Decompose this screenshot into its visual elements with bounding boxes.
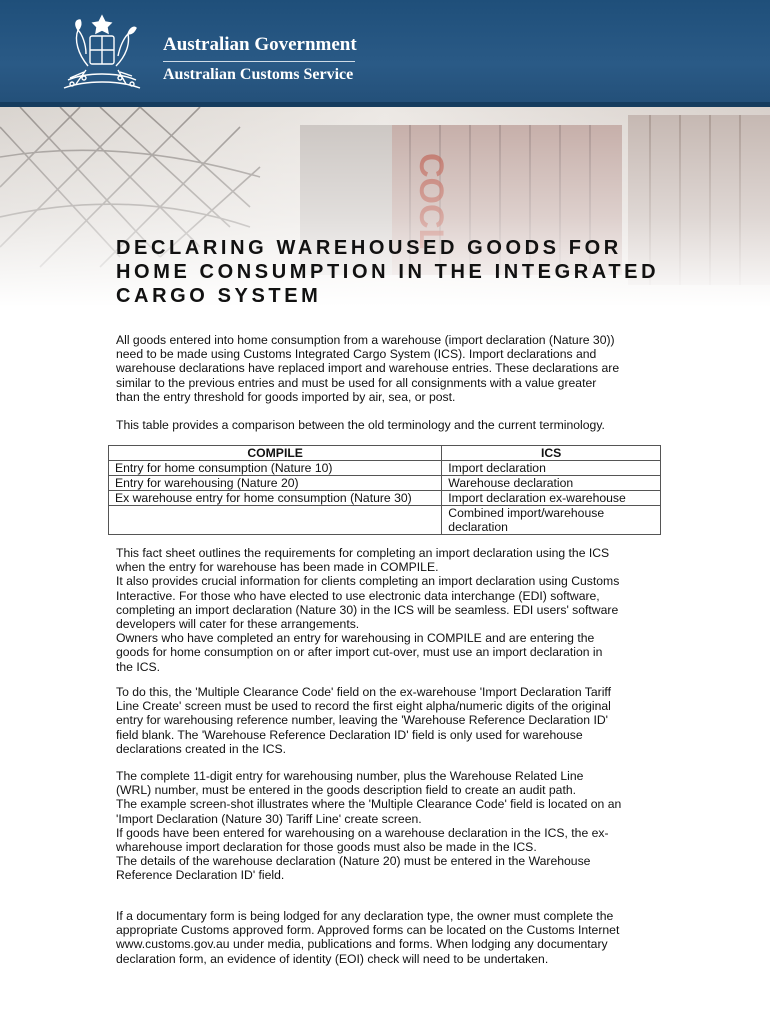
text-line: appropriate Customs approved form. Approved forms can be located on the Customs Internet [116, 923, 620, 938]
audit-path-paragraph [116, 769, 666, 883]
terminology-table [108, 445, 661, 535]
government-title: Australian Government [163, 34, 357, 55]
coat-of-arms-icon [56, 14, 148, 94]
table-row [109, 506, 661, 535]
column-header-ics: ICS [442, 446, 661, 461]
text-line: Reference Declaration ID' field. [116, 868, 285, 883]
text-line: declaration form, an evidence of identity (EOI) check will need to be undertaken. [116, 951, 549, 966]
column-header-compile: COMPILE [109, 446, 442, 461]
text-line: when the entry for warehouse has been made in COMPILE. [116, 560, 439, 575]
documentary-form-paragraph [116, 909, 666, 966]
text-line: If goods have been entered for warehousing on a warehouse declaration in the ICS, the ex- [116, 825, 609, 840]
text-line: similar to the previous entries and must be used for all consignments with a value greater [116, 375, 597, 390]
text-line: Line Create' screen must be used to record the first eight alpha/numeric digits of the original [116, 699, 611, 714]
text-line: wharehouse import declaration for those goods must also be made in the ICS. [116, 840, 537, 855]
table-row [109, 461, 661, 476]
text-line: warehouse declarations have replaced import and warehouse entries. These declarations are [116, 361, 620, 376]
title-line: DECLARING WAREHOUSED GOODS FOR [116, 237, 622, 259]
text-line: entry for warehousing reference number, leaving the 'Warehouse Reference Declaration ID' [116, 713, 608, 728]
service-title: Australian Customs Service [163, 66, 354, 83]
compile-cell: Entry for home consumption (Nature 10) [109, 461, 442, 476]
fact-sheet-paragraph [116, 546, 666, 674]
procedure-paragraph [116, 685, 666, 756]
text-line: The details of the warehouse declaration (Nature 20) must be entered in the Warehouse [116, 854, 591, 869]
ics-cell: Warehouse declaration [442, 476, 661, 491]
intro-paragraph [116, 333, 666, 404]
text-line: To do this, the 'Multiple Clearance Code' field on the ex-warehouse 'Import Declaration Tariff [116, 685, 611, 699]
ics-cell: Import declaration [442, 461, 661, 476]
header-divider [163, 61, 355, 62]
ics-cell-line: declaration [448, 520, 508, 534]
header-band [0, 0, 770, 107]
table-intro [116, 418, 666, 432]
compile-cell: Entry for warehousing (Nature 20) [109, 476, 442, 491]
text-line: completing an import declaration (Nature 30) in the ICS will be seamless. EDI users' software [116, 602, 619, 617]
compile-cell: Ex warehouse entry for home consumption (Nature 30) [109, 491, 442, 506]
text-line: Interactive. For those who have elected to use electronic data interchange (EDI) software, [116, 588, 600, 603]
document-title [116, 236, 696, 308]
text-line: www.customs.gov.au under media, publications and forms. When lodging any documentary [116, 937, 608, 952]
text-line: This fact sheet outlines the requirements for completing an import declaration using the ICS [116, 546, 610, 560]
text-line: (WRL) number, must be entered in the goods description field to create an audit path. [116, 783, 577, 798]
text-line: The example screen-shot illustrates where the 'Multiple Clearance Code' field is located on an [116, 797, 622, 812]
table-row [109, 491, 661, 506]
text-line: goods for home consumption on or after import cut-over, must use an import declaration in [116, 645, 603, 660]
ics-cell-line: Combined import/warehouse [448, 506, 605, 520]
title-line: CARGO SYSTEM [116, 285, 322, 307]
ics-cell [442, 506, 661, 535]
text-line: declarations created in the ICS. [116, 741, 287, 756]
text-line: The complete 11-digit entry for warehousing number, plus the Warehouse Related Line [116, 769, 584, 783]
text-line: If a documentary form is being lodged for any declaration type, the owner must complete the [116, 909, 614, 923]
text-line: 'Import Declaration (Nature 30) Tariff Line' create screen. [116, 811, 422, 826]
text-line: developers will cater for these arrangements. [116, 617, 360, 632]
text-line: Owners who have completed an entry for warehousing in COMPILE and are entering the [116, 631, 595, 646]
table-row [109, 476, 661, 491]
text-line: need to be made using Customs Integrated Cargo System (ICS). Import declarations and [116, 347, 597, 362]
text-line: field blank. The 'Warehouse Reference Declaration ID' field is only used for warehouse [116, 727, 583, 742]
compile-cell [109, 506, 442, 535]
text-line: than the entry threshold for goods imported by air, sea, or post. [116, 389, 456, 404]
text-line: All goods entered into home consumption from a warehouse (import declaration (Nature 30)) [116, 333, 615, 347]
text-line: It also provides crucial information for clients completing an import declaration using Customs [116, 574, 620, 589]
text-line: This table provides a comparison between the old terminology and the current terminology. [116, 418, 605, 432]
ics-cell: Import declaration ex-warehouse [442, 491, 661, 506]
title-line: HOME CONSUMPTION IN THE INTEGRATED [116, 261, 660, 283]
table-header-row [109, 446, 661, 461]
text-line: the ICS. [116, 659, 161, 674]
